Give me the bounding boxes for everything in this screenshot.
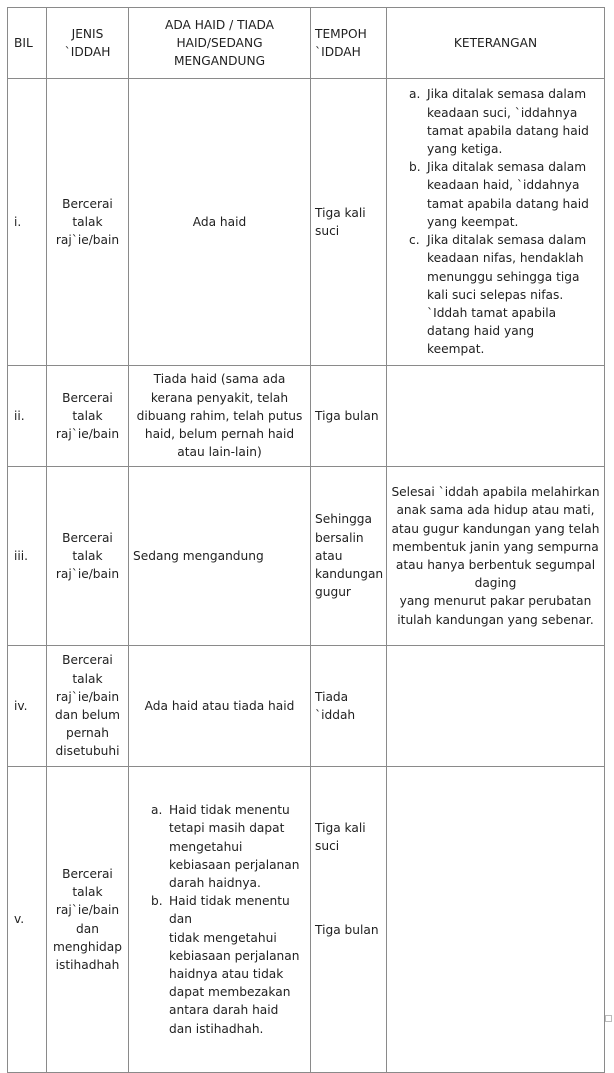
row-tempoh: Tiga bulan: [311, 366, 387, 467]
tempoh-b: Tiga bulan: [315, 923, 379, 938]
header-row: [8, 8, 605, 79]
row-jenis: Bercerai talak raj`ie/bain dan belum pernah disetubuhi: [47, 646, 129, 767]
list-continuation: tidak mengetahui kebiasaan perjalanan haidnya atau tidak dapat membezakan antara darah haid dan istihadhah.: [169, 930, 300, 1036]
list-item: a. Haid tidak menentu tetapi masih dapat mengetahui kebiasaan perjalanan darah haidnya.: [151, 803, 300, 890]
table-row: [8, 767, 605, 1073]
list-item: a. Jika ditalak semasa dalam keadaan suci, `iddahnya tamat apabila datang haid yang ketiga.: [409, 87, 589, 157]
header-jenis: JENIS `IDDAH: [47, 8, 129, 79]
list-item: b. Haid tidak menentu dan: [151, 894, 290, 927]
row-keterangan: [387, 366, 605, 467]
iddah-table: [7, 7, 605, 1073]
row-ada-haid: Tiada haid (sama ada kerana penyakit, telah dibuang rahim, telah putus haid, belum pernah haid atau lain-lain): [129, 366, 311, 467]
row-keterangan: [387, 767, 605, 1073]
row-keterangan: [387, 79, 605, 366]
header-tempoh: TEMPOH `IDDAH: [311, 8, 387, 79]
row-tempoh: Sehingga bersalin atau kandungan gugur: [311, 467, 387, 646]
ada-haid-list: [151, 801, 302, 928]
row-keterangan: [387, 646, 605, 767]
row-bil: ii.: [8, 366, 47, 467]
row-ada-haid: Sedang mengandung: [129, 467, 311, 646]
keterangan-list: [409, 85, 592, 358]
row-bil: i.: [8, 79, 47, 366]
header-ada-haid: ADA HAID / TIADA HAID/SEDANG MENGANDUNG: [129, 8, 311, 79]
resize-handle-icon: [605, 1015, 612, 1022]
keterangan-text: Selesai `iddah apabila melahirkan anak sama ada hidup atau mati, atau gugur kandungan yang telah membentuk janin yang sempurna atau hanya berbentuk segumpal daging: [391, 485, 600, 591]
row-jenis: Bercerai talak raj`ie/bain: [47, 467, 129, 646]
row-jenis: Bercerai talak raj`ie/bain: [47, 366, 129, 467]
list-item: b. Jika ditalak semasa dalam keadaan haid, `iddahnya tamat apabila datang haid yang keempat.: [409, 160, 589, 229]
row-ada-haid: Ada haid atau tiada haid: [129, 646, 311, 767]
row-bil: iii.: [8, 467, 47, 646]
list-item: c. Jika ditalak semasa dalam keadaan nifas, hendaklah menunggu sehingga tiga kali suci selepas nifas.: [409, 233, 587, 302]
row-ada-haid: [129, 767, 311, 1073]
row-ada-haid: Ada haid: [129, 79, 311, 366]
table-row: [8, 467, 605, 646]
header-keterangan: KETERANGAN: [387, 8, 605, 79]
row-jenis: Bercerai talak raj`ie/bain: [47, 79, 129, 366]
row-bil: v.: [8, 767, 47, 1073]
row-tempoh: [311, 767, 387, 1073]
table-row: [8, 646, 605, 767]
row-jenis: Bercerai talak raj`ie/bain dan menghidap istihadhah: [47, 767, 129, 1073]
list-continuation: `Iddah tamat apabila datang haid yang keempat.: [427, 305, 557, 357]
row-tempoh: Tiga kali suci: [311, 79, 387, 366]
table-row: [8, 366, 605, 467]
row-tempoh: Tiada `iddah: [311, 646, 387, 767]
table-row: [8, 79, 605, 366]
row-keterangan: [387, 467, 605, 646]
tempoh-a: Tiga kali suci: [315, 821, 366, 854]
keterangan-text: yang menurut pakar perubatan itulah kandungan yang sebenar.: [397, 594, 594, 627]
header-bil: BIL: [8, 8, 47, 79]
row-bil: iv.: [8, 646, 47, 767]
